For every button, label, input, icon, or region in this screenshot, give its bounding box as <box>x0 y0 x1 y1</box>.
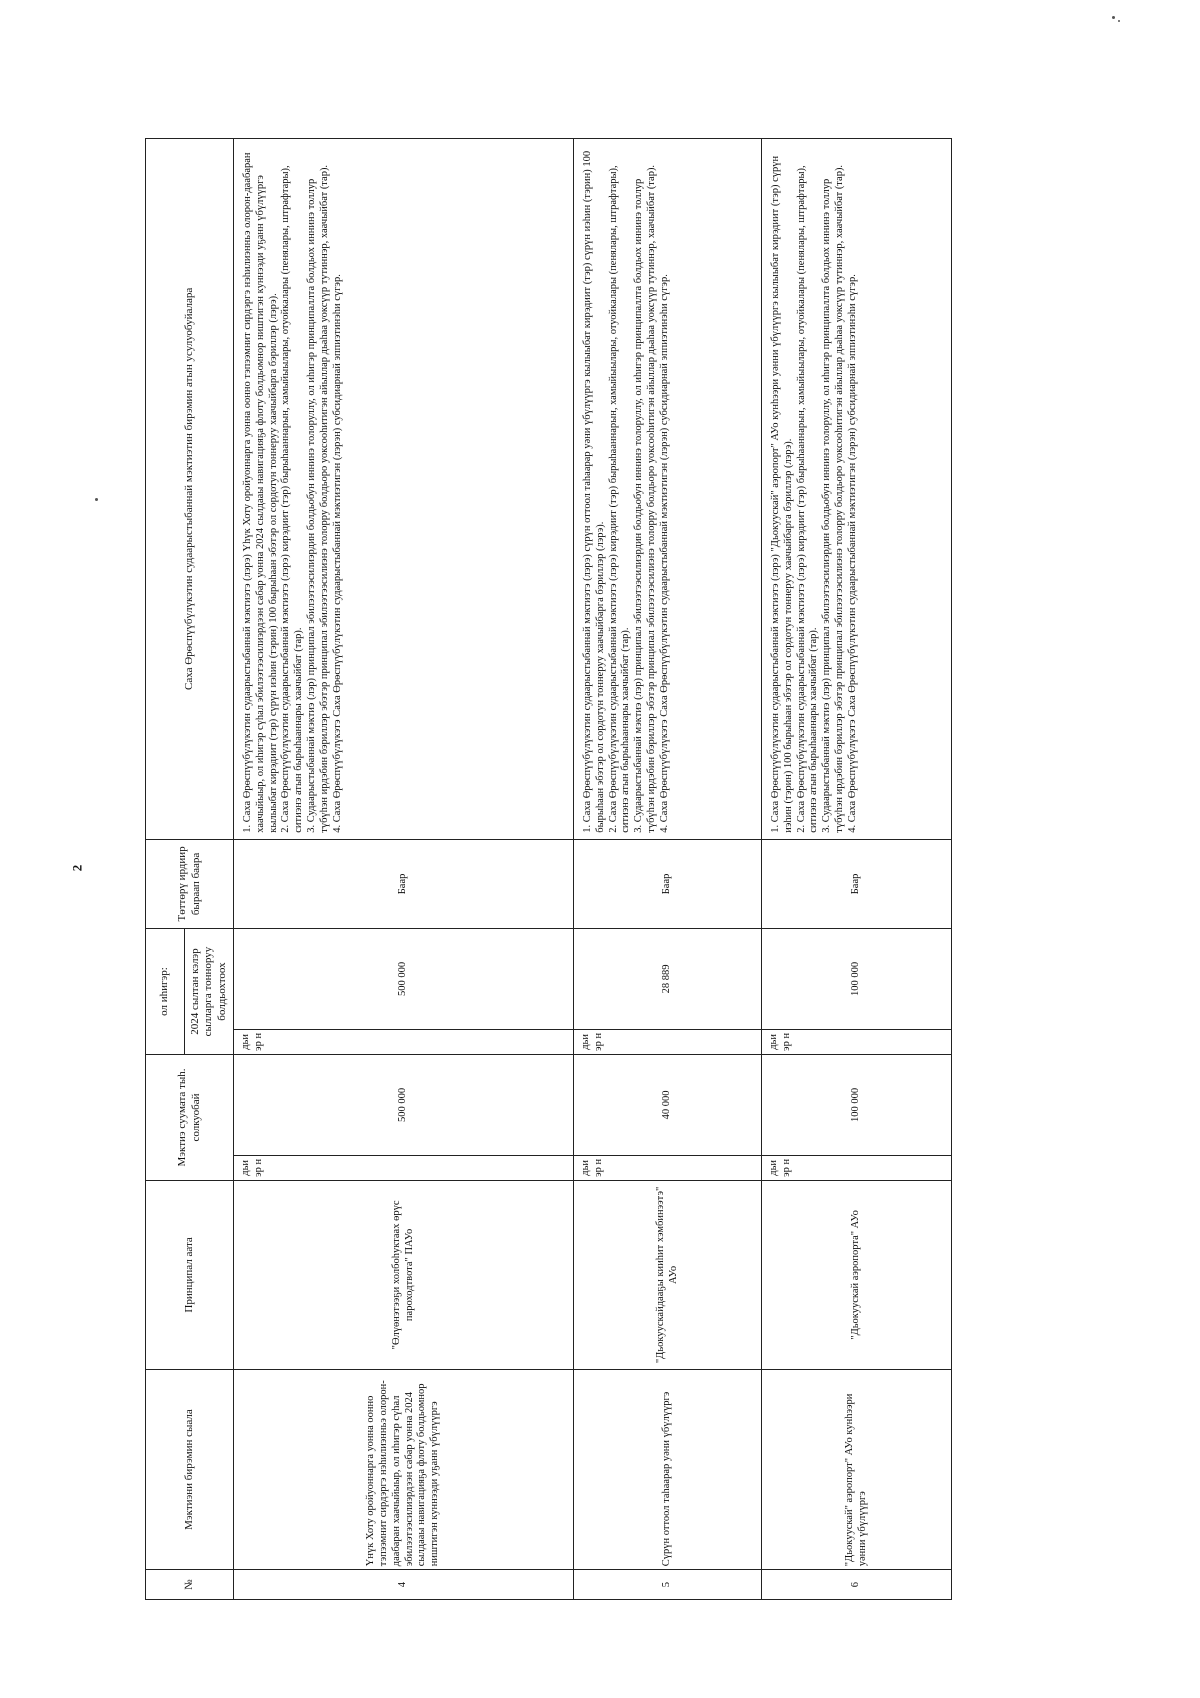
condition-item: 2. Саха Өрөспүүбүлүкэтин судаарыстыбаннай мэктиэтэ (лэрэ) кирэдиит (тэр) бырыһааннарын, хамыйыылары, отуойкалары (пенялары, штрафтары), ситиэнэ атын бырыһааннары хаачыйбат (тар). <box>280 165 305 833</box>
row-conditions <box>762 139 952 840</box>
row-amount: 100 000 <box>762 1055 952 1156</box>
row-number: 4 <box>234 1570 574 1600</box>
row-currency: дьи эр н <box>234 1155 574 1180</box>
rotated-table-container <box>145 138 943 1600</box>
condition-item: 4. Саха Өрөспүүбүлүкэтэ Саха Өрөспүүбүлүкэтин судаарыстыбаннай мэктиэтигэн (лэрэн) субсидиарнай эппиэтинэһи сүгэр. <box>331 274 343 833</box>
header-name: Мэктиэни бирэмин сыала <box>146 1369 234 1569</box>
condition-item: 1. Саха Өрөспүүбүлүкэтин судаарыстыбаннай мэктиэтэ (лэрэ) сүрүн оттоол таһаарар уәни үбүлүүргэ кылыыбат кирэдиит (тэр) сүрүн иэһин (тэрин) 100 бырыһаан эбэтэр ол сордотун тоннеруу хаачыйбарга бэриллэр (лэрэ). <box>582 150 606 833</box>
row-conditions <box>574 139 762 840</box>
condition-item: 1. Саха Өрөспүүбүлүкэтин судаарыстыбаннай мэктиэтэ (лэрэ) Үһүк Хоту оройуоннарга уонна оонно тэпээмнит сирдэргэ нэһилиэнньэ олорон-даабаран хаачыйыыр, ол иһигэр сүһал эбилээтээсилиэрдээн сабар уонна 2024 сылдааы навигацияҕа флоту болдьомнор ништигэн куннээди уҕанн үбүлүүргэ кылыыбат кирэдиит (тэр) сүрүн иэһин (тэрин) 100 бырыһаан эбэтэр ол сордотун тоннеруу хаачыйбарга бэриллэр (лэрэ). <box>242 152 279 833</box>
page-number: 2 <box>69 864 85 872</box>
header-no: № <box>146 1570 234 1600</box>
condition-item: 2. Саха Өрөспүүбүлүкэтин судаарыстыбаннай мэктиэтэ (лэрэ) кирэдиит (тэр) бырыһааннарын, хамыйыылары, отуойкалары (пенялары, штрафтары), ситиэнэ атын бырыһааннары хаачыйбат (тар). <box>795 165 820 833</box>
row-currency: дьи эр н <box>762 1155 952 1180</box>
row-currency-future: дьи эр н <box>574 1029 762 1054</box>
row-principal: "Дьокуускай аэропорта" АУо <box>762 1180 952 1369</box>
row-recourse: Баар <box>234 839 574 928</box>
row-goal: "Дьокуускай" аэропорт" АУо кунһээри уәнни үбүлүүргэ <box>762 1369 952 1569</box>
condition-item: 3. Судаарыстыбаннай мэктиэ (лэр) принципал эбилээтээсилиэрдин болдьобун иннинэ толоруллу, ол иһигэр принципаллта болдьох иннинэ толлур түбүһэн ирдэбин бэриллэр эбэтэр принципал эбилээтээсилиэнэ толорру болдьоро уоксооһитигэн айыллар дьаһаа уоксүүр тутиннэр, хаачыйбат (тар). <box>305 164 330 833</box>
condition-item: 2. Саха Өрөспүүбүлүкэтин судаарыстыбаннай мэктиэтэ (лэрэ) кирэдиит (тэр) бырыһааннарын, хамыйыылары, отуойкалары (пенялары, штрафтары), ситиэнэ атын бырыһааннары хаачыйбат (тар). <box>607 165 632 833</box>
header-principal: Принципал аата <box>146 1180 234 1369</box>
row-recourse: Баар <box>762 839 952 928</box>
condition-item: 4. Саха Өрөспүүбүлүкэтэ Саха Өрөспүүбүлүкэтин судаарыстыбаннай мэктиэтигэн (лэрэн) субсидиарнай эппиэтинэһи сүгэр. <box>846 274 858 833</box>
scan-speck <box>1118 20 1120 22</box>
row-recourse: Баар <box>574 839 762 928</box>
table-row <box>234 139 574 1600</box>
condition-item: 3. Судаарыстыбаннай мэктиэ (лэр) принципал эбилээтээсилиэрдин болдьобун иннинэ толоруллу, ол иһигэр принципаллта болдьох иннинэ толлур түбүһэн ирдэбин бэриллэр эбэтэр принципал эбилээтээсилиэнэ толорру болдьоро уоксооһитигэн айыллар дьаһаа уоксүүр тутиннэр, хаачыйбат (тар). <box>633 164 657 833</box>
condition-item: 1. Саха Өрөспүүбүлүкэтин судаарыстыбаннай мэктиэтэ (лэрэ) "Дьокуускай" аэропорт" АУо кунһээри уәнни үбүлүүргэ кылыыбат кирэдиит (тэр) сүрүн иэһин (тэрин) 100 бырыһаан эбэтэр ол сордотун тоннеруу хаачыйбарга бэриллэр (лэрэ). <box>770 155 794 833</box>
header-of-which-sub: 2024 сылтан кэлэр сылларга тонноруу болдьохтоох <box>185 929 234 1055</box>
guarantee-table <box>145 138 952 1600</box>
row-currency: дьи эр н <box>574 1155 762 1180</box>
row-principal: "Дьокуускайдааҕы кииһит хэмбинээтэ" АУо <box>574 1180 762 1369</box>
row-future-amount: 28 889 <box>574 929 762 1030</box>
header-of-which: ол иһигэр: <box>146 929 185 1055</box>
condition-item: 4. Саха Өрөспүүбүлүкэтэ Саха Өрөспүүбүлүкэтин судаарыстыбаннай мэктиэтигэн (лэрэн) субсидиарнай эппиэтинэһи сүгэр. <box>658 274 670 833</box>
condition-item: 3. Судаарыстыбаннай мэктиэ (лэр) принципал эбилээтээсилиэрдин болдьобун иннинэ толоруллу, ол иһигэр принципаллта болдьох иннинэ толлур түбүһэн ирдэбин бэриллэр эбэтэр принципал эбилээтээсилиэнэ толорру болдьоро уоксооһитигэн айыллар дьаһаа уоксүүр тутиннэр, хаачыйбат (тар). <box>821 164 845 833</box>
row-number: 5 <box>574 1570 762 1600</box>
scan-speck <box>95 498 98 501</box>
row-principal: "Өлүөнэтээҕи холбоһуктаах өрүс пароходтвота" ПАУо <box>234 1180 574 1369</box>
table-row <box>762 139 952 1600</box>
row-goal: Үнүк Хоту оройуоннарга уонна оонно тэпээмнит сирдэргэ нэһилиэнньэ олорон-даабаран хаачыйыыр, ол иһигэр сүһал эбилээтээсилиэрдээн сабар уонна 2024 сылдааы навигацияҕа флоту болдьомнор ништигэн куннээди уҕанн үбүлүүргэ <box>234 1369 574 1569</box>
row-amount: 40 000 <box>574 1055 762 1156</box>
header-amount: Мэктиэ суумата тыһ. солкуобай <box>146 1055 234 1181</box>
scan-speck <box>1112 16 1115 19</box>
header-responsibilities: Саха Өрөспүүбүлүкэтин судаарыстыбаннай мэктиэтин бирэмин атын усулуобуйалара <box>146 139 234 840</box>
row-amount: 500 000 <box>234 1055 574 1156</box>
row-currency-future: дьи эр н <box>762 1029 952 1054</box>
row-conditions <box>234 139 574 840</box>
row-number: 6 <box>762 1570 952 1600</box>
row-future-amount: 100 000 <box>762 929 952 1030</box>
header-row-top <box>146 139 185 1600</box>
row-goal: Сүрүн оттоол таһаарар уәни үбүлүүргэ <box>574 1369 762 1569</box>
row-future-amount: 500 000 <box>234 929 574 1030</box>
row-currency-future: дьи эр н <box>234 1029 574 1054</box>
header-deadline: Төттөрү ирдиир быраап баара <box>146 839 234 928</box>
table-row <box>574 139 762 1600</box>
